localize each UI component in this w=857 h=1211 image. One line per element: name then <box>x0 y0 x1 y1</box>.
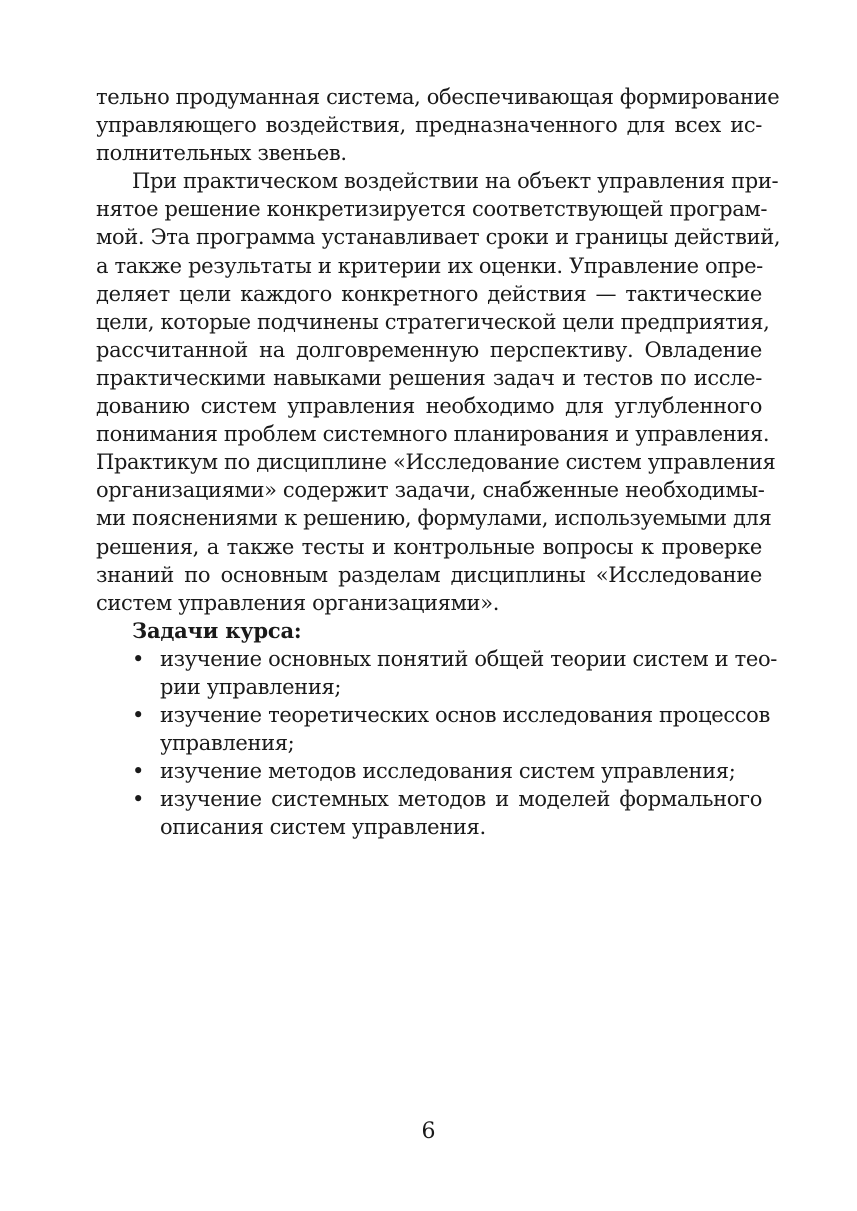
list-item-line: изучение методов исследования систем управления; <box>160 759 736 784</box>
list-item-line: изучение системных методов и моделей формального <box>160 787 762 812</box>
list-item <box>96 701 770 757</box>
paragraph-line: тельно продуманная система, обеспечивающая формирование <box>96 85 780 109</box>
paragraph-continued <box>96 83 780 167</box>
paragraph-line: рассчитанной на долговременную перспективу. Овладение <box>96 337 762 362</box>
paragraph-line: организациями» содержит задачи, снабженные необходимы- <box>96 478 765 503</box>
paragraph-line: При практическом воздействии на объект управления при- <box>132 169 779 194</box>
paragraph-line: а также результаты и критерии их оценки. Управление опре- <box>96 253 763 278</box>
list-item-line: изучение основных понятий общей теории систем и тео- <box>160 646 778 671</box>
paragraph-line: практическими навыками решения задач и тестов по иссле- <box>96 365 762 390</box>
tasks-heading: Задачи курса: <box>132 617 302 643</box>
paragraph-main <box>96 167 781 617</box>
paragraph-line: решения, а также тесты и контрольные вопросы к проверке <box>96 534 762 559</box>
paragraph-line: полнительных звеньев. <box>96 141 347 166</box>
bullet-icon: • <box>132 787 145 812</box>
paragraph-line: нятое решение конкретизируется соответствующей програм- <box>96 197 768 222</box>
paragraph-line: управляющего воздействия, предназначенного для всех ис- <box>96 113 762 138</box>
list-item <box>96 785 762 841</box>
bullet-icon: • <box>132 646 145 671</box>
page-content <box>96 83 781 842</box>
list-item <box>96 645 778 701</box>
paragraph-line: знаний по основным разделам дисциплины «Исследование <box>96 562 762 587</box>
paragraph-line: мой. Эта программа устанавливает сроки и границы действий, <box>96 225 781 250</box>
bullet-icon: • <box>132 703 145 728</box>
paragraph-line: цели, которые подчинены стратегической цели предприятия, <box>96 309 770 334</box>
list-item-line: рии управления; <box>160 674 342 699</box>
list-item-line: описания систем управления. <box>160 815 486 840</box>
list-item <box>96 757 762 785</box>
paragraph-line: деляет цели каждого конкретного действия — тактические <box>96 281 762 306</box>
paragraph-line: понимания проблем системного планирования и управления. <box>96 422 770 447</box>
paragraph-line: ми пояснениями к решению, формулами, используемыми для <box>96 506 772 531</box>
paragraph-line: Практикум по дисциплине «Исследование систем управления <box>96 450 776 475</box>
tasks-list <box>96 645 778 842</box>
bullet-icon: • <box>132 759 145 784</box>
paragraph-line: дованию систем управления необходимо для углубленного <box>96 394 762 419</box>
list-item-line: управления; <box>160 731 295 756</box>
list-item-line: изучение теоретических основ исследования процессов <box>160 703 770 728</box>
paragraph-line: систем управления организациями». <box>96 590 500 615</box>
page-number: 6 <box>421 1119 436 1144</box>
